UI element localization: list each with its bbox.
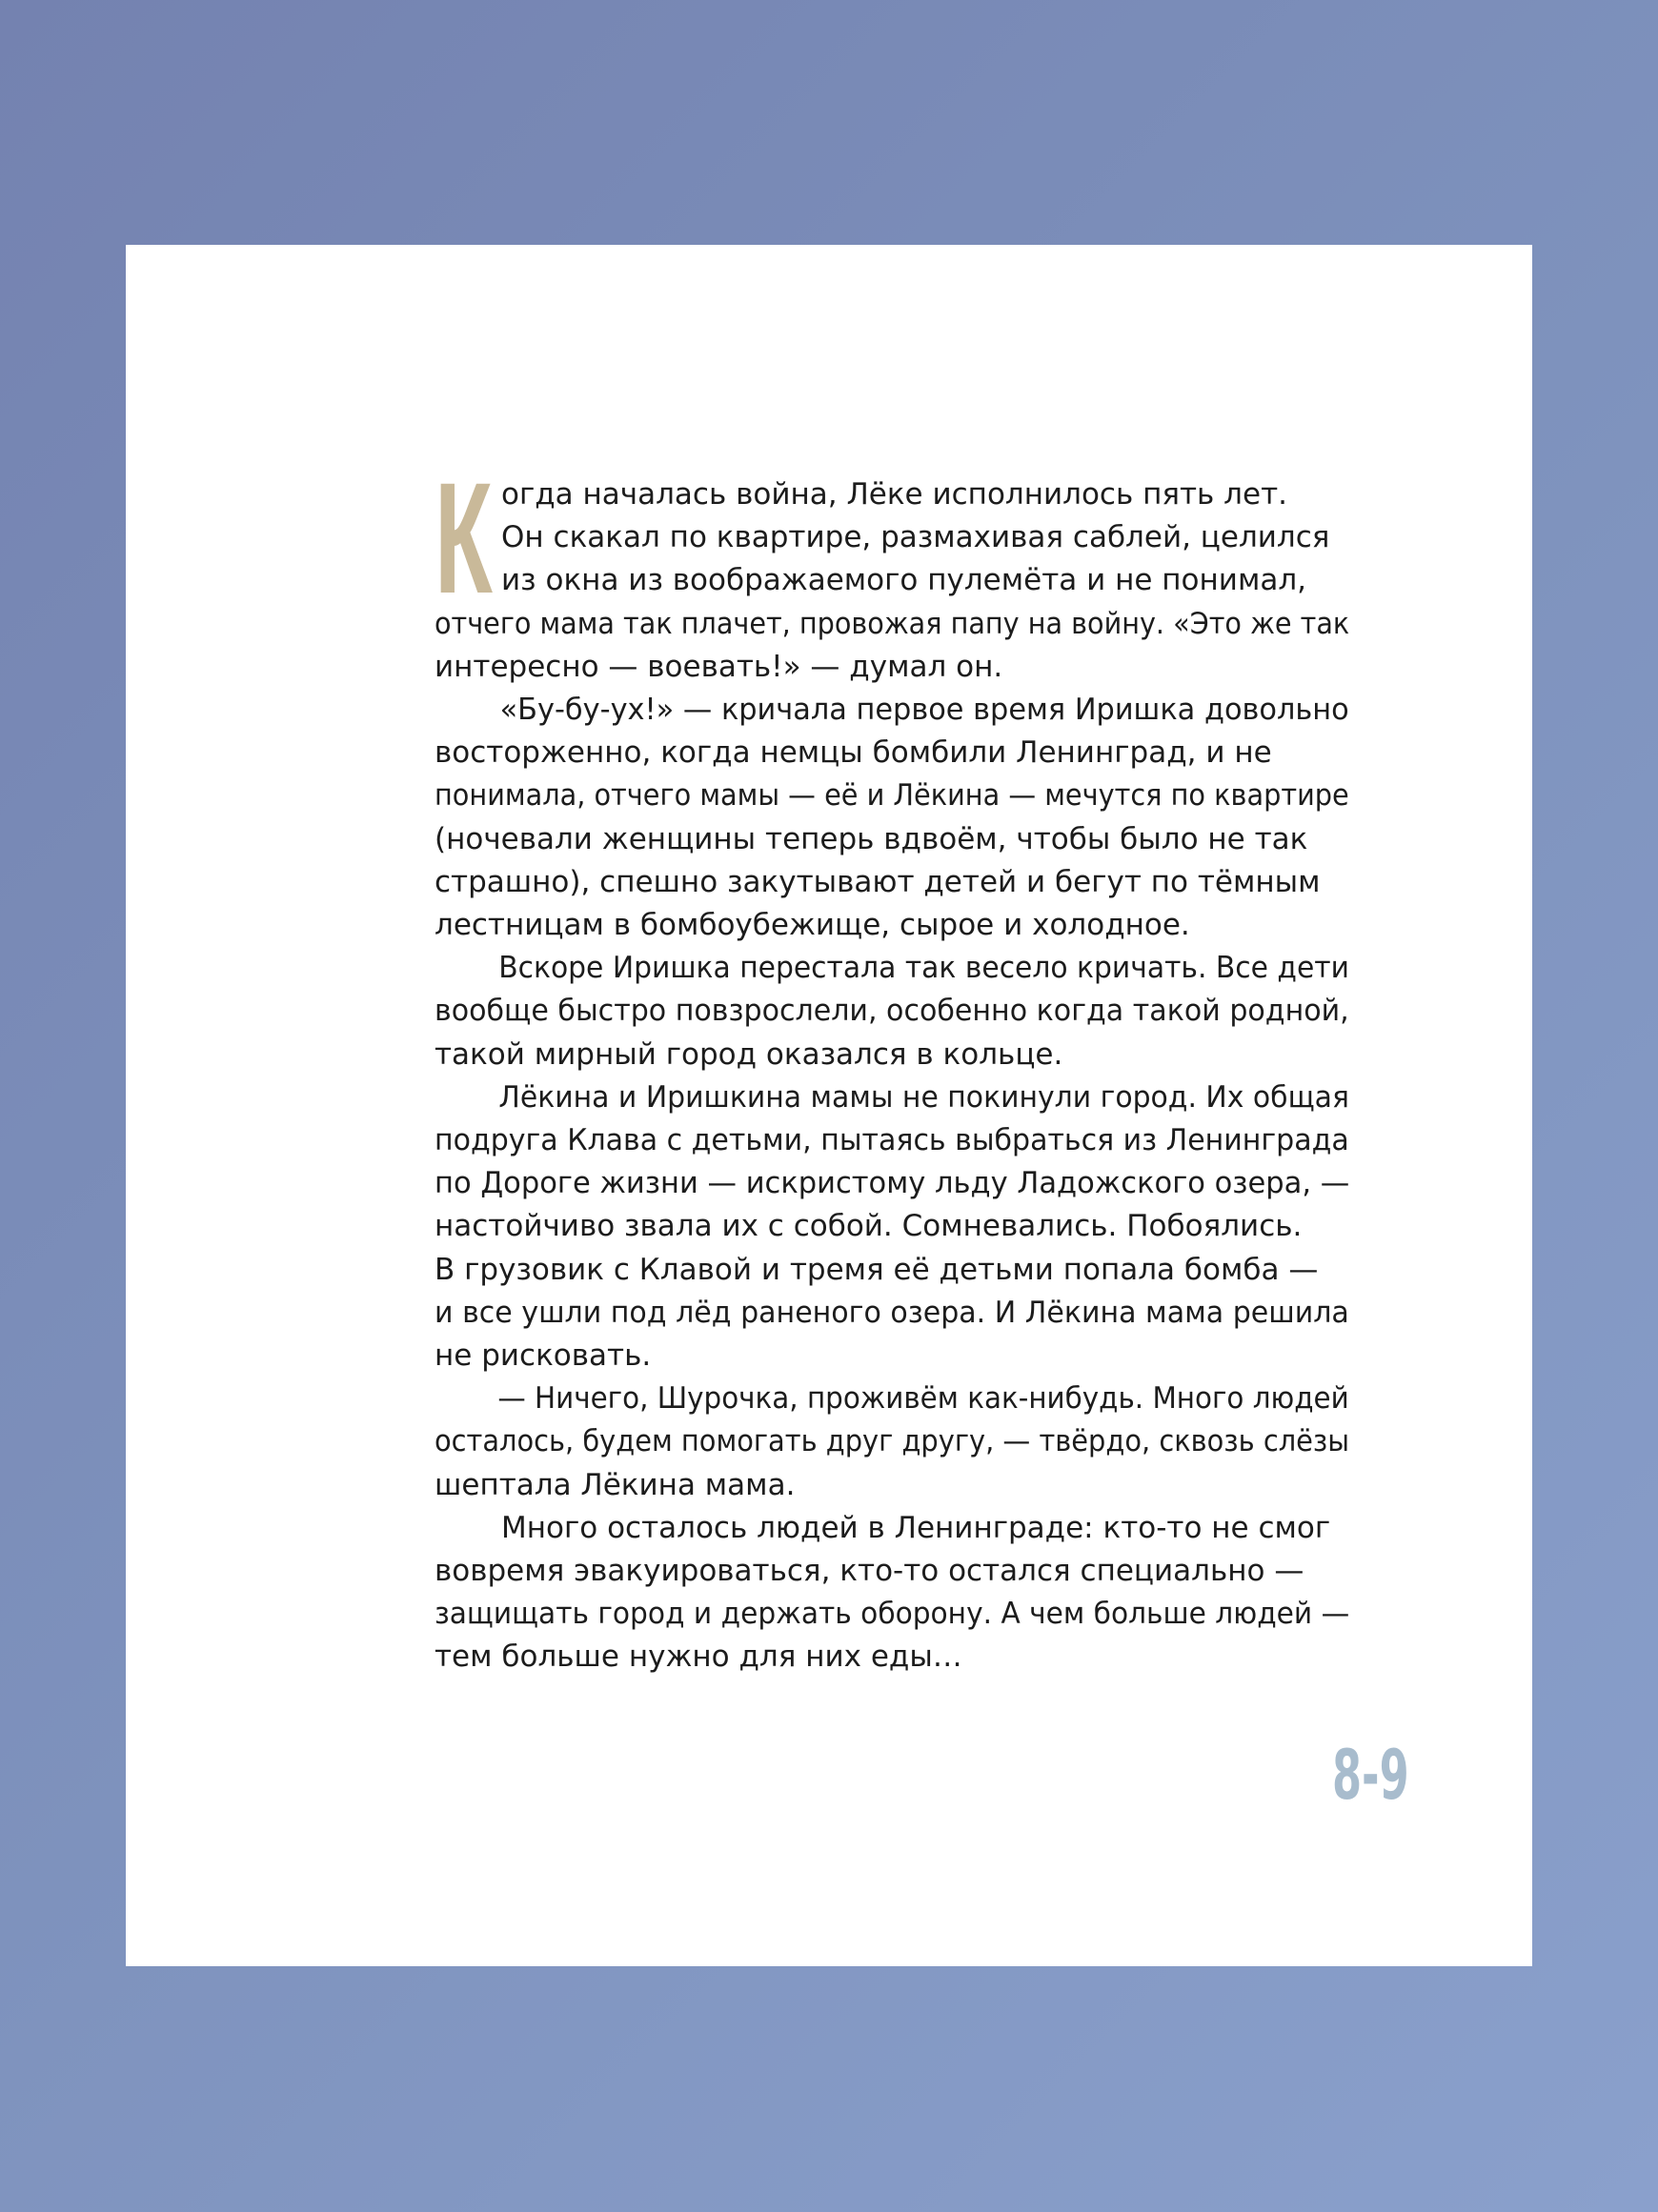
text-line: восторженно, когда немцы бомбили Ленинград, и не [435,735,1272,771]
text-line: интересно — воевать!» — думал он. [435,649,1003,684]
text-line: защищать город и держать оборону. А чем больше людей — [435,1597,1350,1632]
text-line: В грузовик с Клавой и тремя её детьми попала бомба — [435,1252,1319,1287]
story-text [435,451,1350,1679]
paragraph [435,1507,1349,1679]
page-number: 8-9 [1332,1735,1409,1815]
text-line: тем больше нужно для них еды… [435,1639,962,1675]
text-line: «Бу-бу-ух!» — кричала первое время Иришка довольно [499,693,1349,728]
text-line: отчего мама так плачет, провожая папу на войну. «Это же так [435,606,1350,641]
text-line: огда началась война, Лёке исполнилось пять лет. [501,477,1287,512]
text-line: такой мирный город оказался в кольце. [435,1036,1063,1072]
text-line: по Дороге жизни — искристому льду Ладожского озера, — [435,1166,1350,1201]
paragraph [435,1377,1349,1507]
text-line: вовремя эвакуироваться, кто-то остался специально — [435,1554,1304,1589]
text-line: Лёкина и Иришкина мамы не покинули город. Их общая [498,1079,1349,1115]
text-line: не рисковать. [435,1338,652,1374]
text-line: понимала, отчего мамы — её и Лёкина — мечутся по квартире [435,778,1349,814]
text-line: настойчиво звала их с собой. Сомневались. Побоялись. [435,1209,1303,1244]
text-line: лестницам в бомбоубежище, сырое и холодное. [435,908,1190,943]
text-line: Он скакал по квартире, размахивая саблей, целился [501,520,1330,555]
drop-cap: К [435,451,493,627]
text-line: шептала Лёкина мама. [435,1467,796,1502]
paragraph [435,947,1349,1076]
paragraph [435,689,1349,947]
paragraph [435,1076,1349,1377]
text-line: (ночевали женщины теперь вдвоём, чтобы было не так [435,821,1308,856]
text-line: вообще быстро повзрослели, особенно когда такой родной, [435,994,1349,1029]
text-line: из окна из воображаемого пулемёта и не понимал, [501,563,1306,598]
text-line: — Ничего, Шурочка, проживём как-нибудь. Много людей [497,1381,1349,1417]
text-line: страшно), спешно закутывают детей и бегут по тёмным [435,864,1321,899]
text-line: Много осталось людей в Ленинграде: кто-то не смог [501,1510,1331,1545]
text-line: Вскоре Иришка перестала так весело кричать. Все дети [498,951,1349,986]
text-line: подруга Клава с детьми, пытаясь выбраться из Ленинграда [435,1123,1349,1158]
text-line: и все ушли под лёд раненого озера. И Лёкина мама решила [435,1295,1349,1330]
book-page [126,245,1532,1966]
paragraph [435,451,1350,689]
text-line: осталось, будем помогать друг другу, — твёрдо, сквозь слёзы [435,1424,1350,1459]
